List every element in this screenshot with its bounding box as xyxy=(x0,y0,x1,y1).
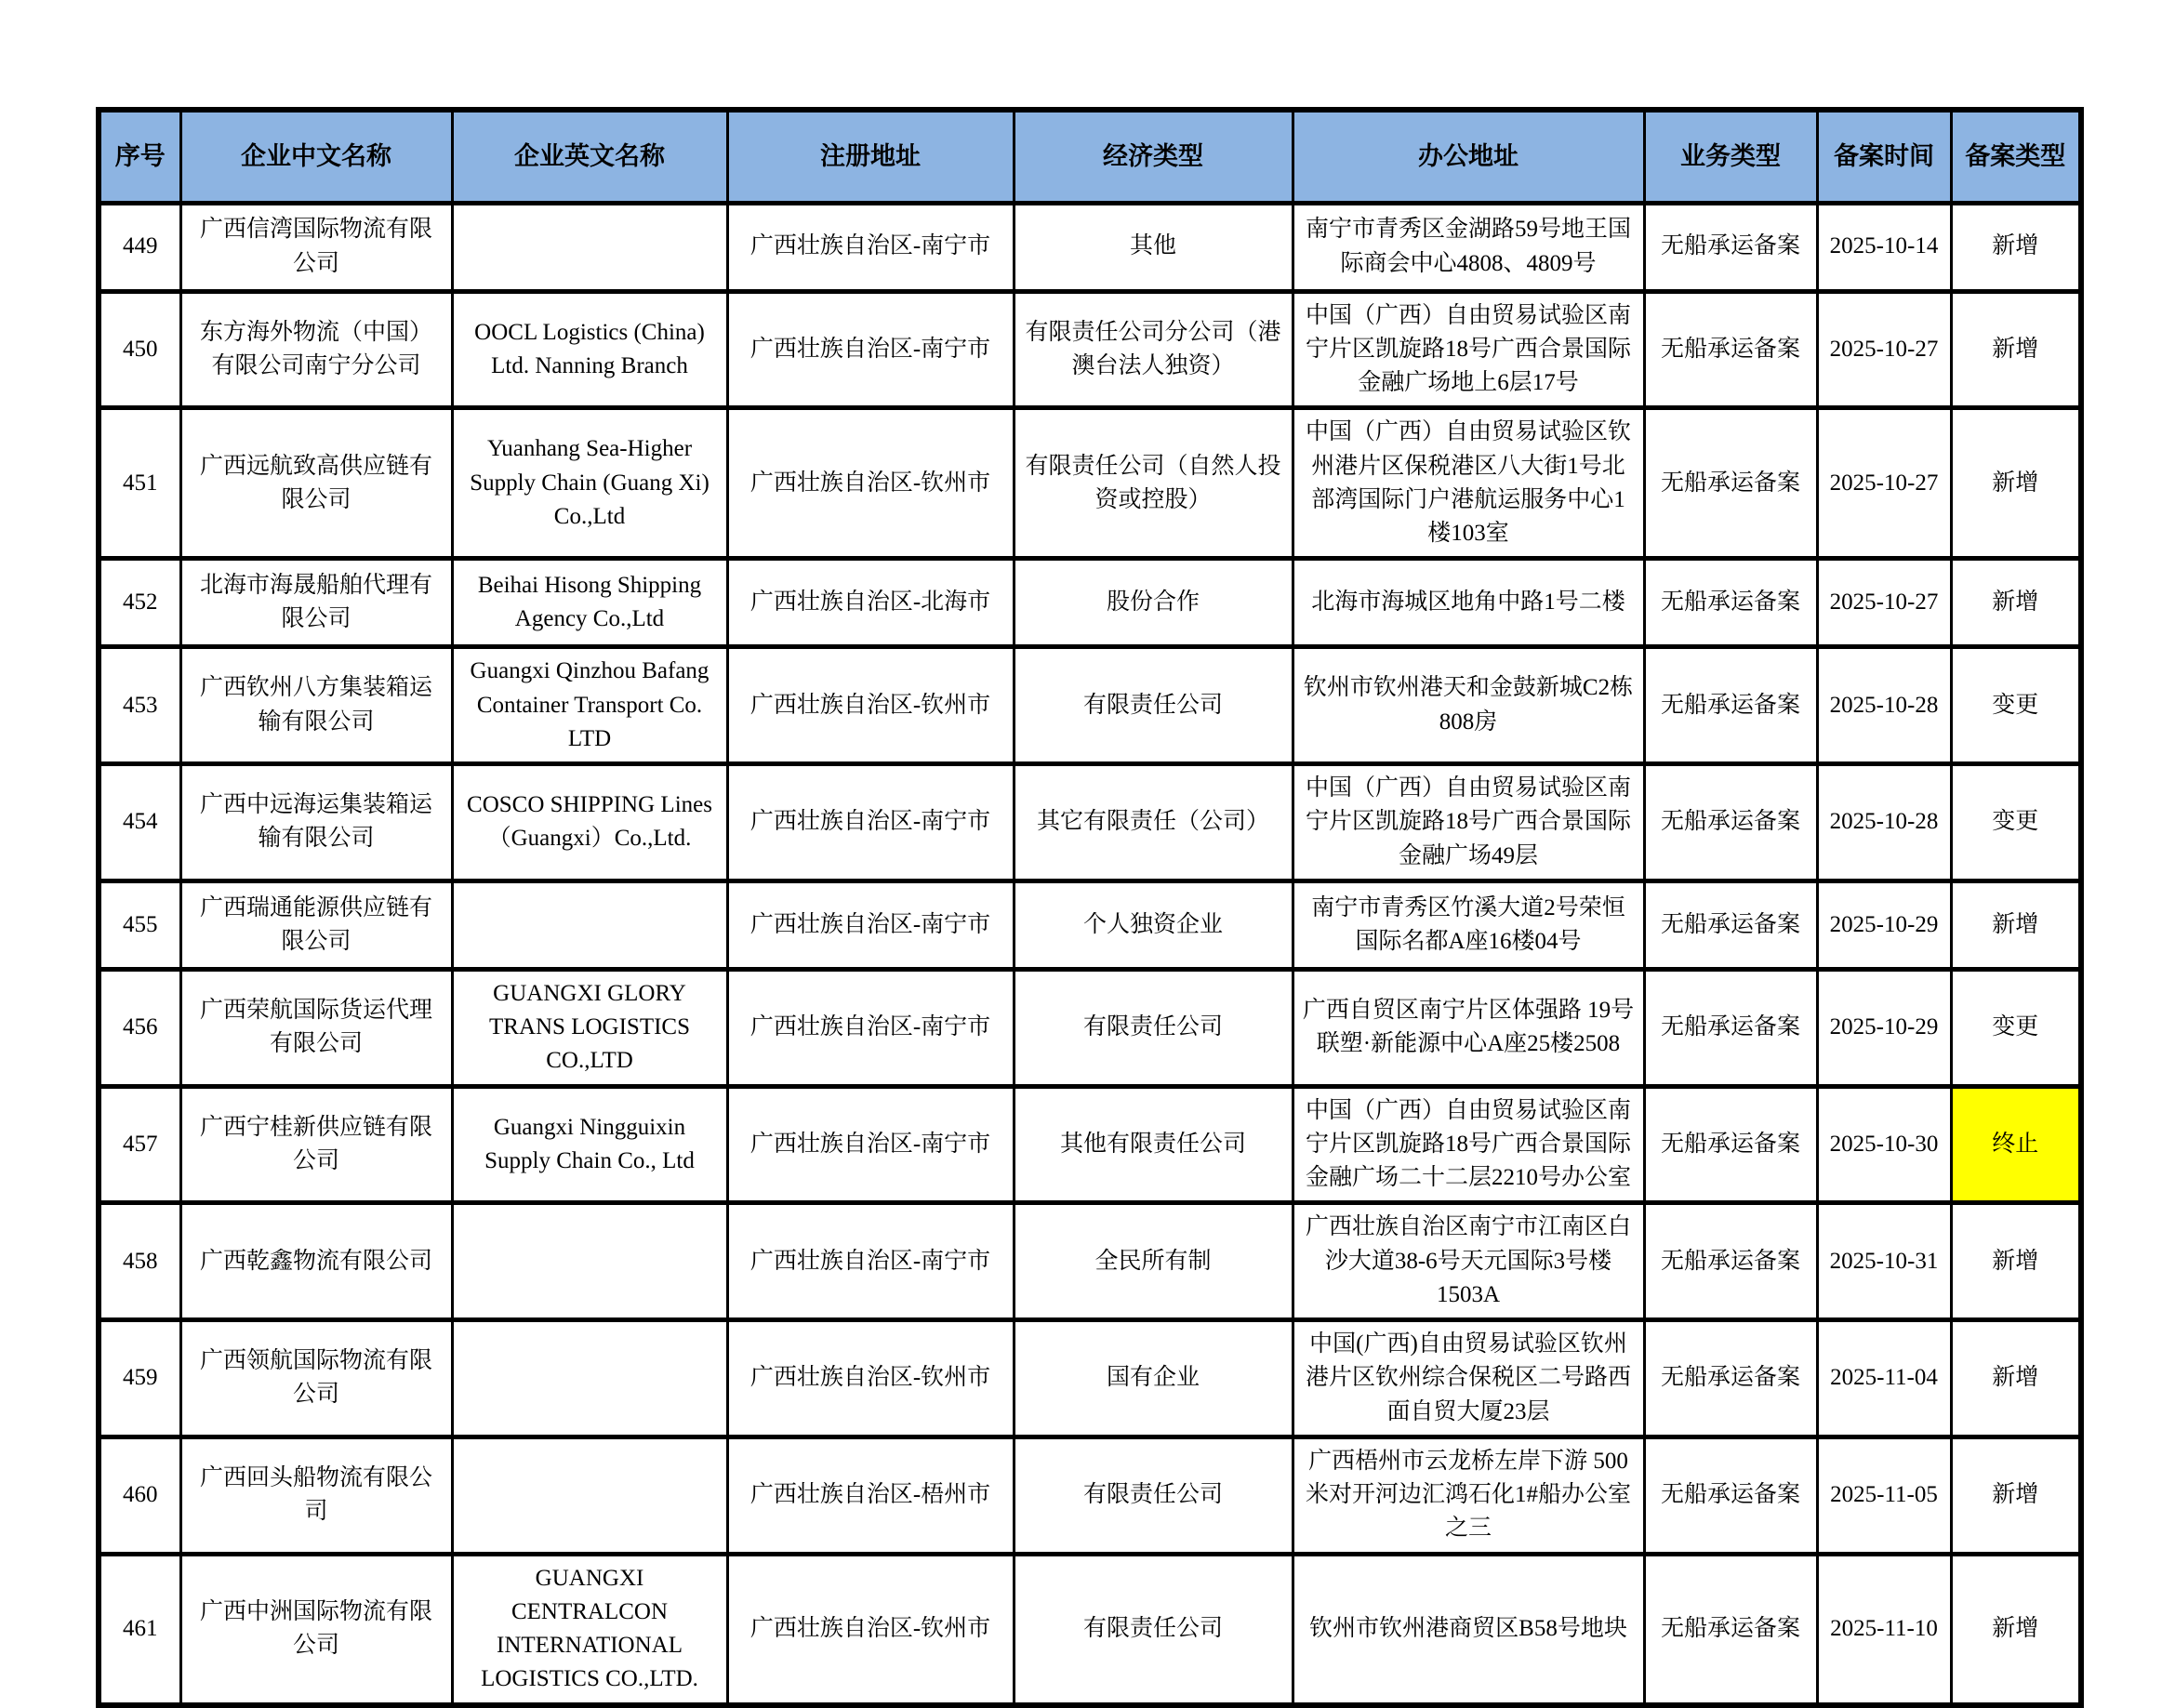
table-row xyxy=(99,408,2081,559)
cell-reg: 广西壮族自治区-南宁市 xyxy=(727,1086,1014,1203)
cell-econ: 有限责任公司 xyxy=(1014,1437,1293,1554)
cell-en: Guangxi Ningguixin Supply Chain Co., Ltd xyxy=(452,1086,727,1203)
cell-biz: 无船承运备案 xyxy=(1644,1320,1817,1437)
cell-office: 钦州市钦州港商贸区B58号地块 xyxy=(1293,1554,1644,1705)
cell-type: 变更 xyxy=(1951,647,2081,764)
cell-type: 新增 xyxy=(1951,291,2081,408)
cell-reg: 广西壮族自治区-南宁市 xyxy=(727,969,1014,1086)
cell-office: 广西梧州市云龙桥左岸下游 500米对开河边汇鸿石化1#船办公室之三 xyxy=(1293,1437,1644,1554)
table-body xyxy=(99,203,2081,1705)
cell-date: 2025-10-14 xyxy=(1817,203,1951,291)
cell-type-highlighted: 终止 xyxy=(1951,1086,2081,1203)
cell-cn: 广西中洲国际物流有限公司 xyxy=(180,1554,452,1705)
cell-cn: 广西回头船物流有限公司 xyxy=(180,1437,452,1554)
cell-cn: 广西信湾国际物流有限公司 xyxy=(180,203,452,291)
cell-cn: 广西远航致高供应链有限公司 xyxy=(180,408,452,559)
cell-type: 新增 xyxy=(1951,203,2081,291)
cell-date: 2025-11-04 xyxy=(1817,1320,1951,1437)
cell-en: Yuanhang Sea-Higher Supply Chain (Guang Xi) Co.,Ltd xyxy=(452,408,727,559)
cell-en xyxy=(452,1320,727,1437)
cell-office: 北海市海城区地角中路1号二楼 xyxy=(1293,559,1644,647)
cell-type: 新增 xyxy=(1951,408,2081,559)
cell-type: 变更 xyxy=(1951,969,2081,1086)
column-header-type: 备案类型 xyxy=(1951,110,2081,203)
column-header-cn: 企业中文名称 xyxy=(180,110,452,203)
cell-office: 广西自贸区南宁片区体强路 19号联塑·新能源中心A座25楼2508 xyxy=(1293,969,1644,1086)
cell-no: 458 xyxy=(99,1203,180,1320)
column-header-biz: 业务类型 xyxy=(1644,110,1817,203)
company-filing-table xyxy=(96,107,2084,1708)
cell-reg: 广西壮族自治区-钦州市 xyxy=(727,1554,1014,1705)
cell-en xyxy=(452,880,727,969)
cell-biz: 无船承运备案 xyxy=(1644,1086,1817,1203)
column-header-office: 办公地址 xyxy=(1293,110,1644,203)
cell-biz: 无船承运备案 xyxy=(1644,1437,1817,1554)
cell-type: 变更 xyxy=(1951,764,2081,881)
cell-no: 460 xyxy=(99,1437,180,1554)
cell-type: 新增 xyxy=(1951,1203,2081,1320)
cell-biz: 无船承运备案 xyxy=(1644,203,1817,291)
table-row xyxy=(99,1086,2081,1203)
cell-reg: 广西壮族自治区-南宁市 xyxy=(727,880,1014,969)
cell-biz: 无船承运备案 xyxy=(1644,647,1817,764)
cell-date: 2025-10-27 xyxy=(1817,408,1951,559)
table-row xyxy=(99,203,2081,291)
cell-date: 2025-10-28 xyxy=(1817,764,1951,881)
cell-reg: 广西壮族自治区-钦州市 xyxy=(727,1320,1014,1437)
cell-biz: 无船承运备案 xyxy=(1644,1203,1817,1320)
cell-date: 2025-10-28 xyxy=(1817,647,1951,764)
cell-cn: 北海市海晟船舶代理有限公司 xyxy=(180,559,452,647)
cell-econ: 个人独资企业 xyxy=(1014,880,1293,969)
table-row xyxy=(99,969,2081,1086)
cell-office: 钦州市钦州港天和金鼓新城C2栋808房 xyxy=(1293,647,1644,764)
cell-date: 2025-11-05 xyxy=(1817,1437,1951,1554)
cell-date: 2025-10-31 xyxy=(1817,1203,1951,1320)
cell-no: 455 xyxy=(99,880,180,969)
cell-econ: 股份合作 xyxy=(1014,559,1293,647)
column-header-date: 备案时间 xyxy=(1817,110,1951,203)
cell-date: 2025-10-29 xyxy=(1817,880,1951,969)
column-header-econ: 经济类型 xyxy=(1014,110,1293,203)
cell-office: 广西壮族自治区南宁市江南区白沙大道38-6号天元国际3号楼1503A xyxy=(1293,1203,1644,1320)
cell-reg: 广西壮族自治区-钦州市 xyxy=(727,408,1014,559)
cell-cn: 广西乾鑫物流有限公司 xyxy=(180,1203,452,1320)
cell-en: OOCL Logistics (China) Ltd. Nanning Branch xyxy=(452,291,727,408)
cell-econ: 国有企业 xyxy=(1014,1320,1293,1437)
cell-no: 452 xyxy=(99,559,180,647)
cell-cn: 广西钦州八方集装箱运输有限公司 xyxy=(180,647,452,764)
cell-cn: 东方海外物流（中国）有限公司南宁分公司 xyxy=(180,291,452,408)
cell-office: 中国（广西）自由贸易试验区钦州港片区保税港区八大街1号北部湾国际门户港航运服务中心1楼103室 xyxy=(1293,408,1644,559)
column-header-en: 企业英文名称 xyxy=(452,110,727,203)
column-header-reg: 注册地址 xyxy=(727,110,1014,203)
table-row xyxy=(99,1554,2081,1705)
cell-no: 449 xyxy=(99,203,180,291)
cell-econ: 有限责任公司分公司（港澳台法人独资） xyxy=(1014,291,1293,408)
cell-en: COSCO SHIPPING Lines （Guangxi）Co.,Ltd. xyxy=(452,764,727,881)
cell-en: Beihai Hisong Shipping Agency Co.,Ltd xyxy=(452,559,727,647)
cell-no: 459 xyxy=(99,1320,180,1437)
cell-type: 新增 xyxy=(1951,559,2081,647)
table-row xyxy=(99,291,2081,408)
table-row xyxy=(99,1320,2081,1437)
cell-biz: 无船承运备案 xyxy=(1644,408,1817,559)
cell-biz: 无船承运备案 xyxy=(1644,291,1817,408)
cell-biz: 无船承运备案 xyxy=(1644,880,1817,969)
cell-cn: 广西宁桂新供应链有限公司 xyxy=(180,1086,452,1203)
cell-en: GUANGXI CENTRALCON INTERNATIONAL LOGISTICS CO.,LTD. xyxy=(452,1554,727,1705)
table-row xyxy=(99,880,2081,969)
cell-no: 451 xyxy=(99,408,180,559)
cell-no: 453 xyxy=(99,647,180,764)
cell-reg: 广西壮族自治区-南宁市 xyxy=(727,291,1014,408)
cell-en: GUANGXI GLORY TRANS LOGISTICS CO.,LTD xyxy=(452,969,727,1086)
cell-office: 南宁市青秀区竹溪大道2号荣恒国际名都A座16楼04号 xyxy=(1293,880,1644,969)
cell-en: Guangxi Qinzhou Bafang Container Transport Co. LTD xyxy=(452,647,727,764)
cell-type: 新增 xyxy=(1951,1320,2081,1437)
table-row xyxy=(99,559,2081,647)
cell-cn: 广西瑞通能源供应链有限公司 xyxy=(180,880,452,969)
cell-en xyxy=(452,1437,727,1554)
table-row xyxy=(99,1437,2081,1554)
cell-econ: 有限责任公司 xyxy=(1014,1554,1293,1705)
cell-office: 南宁市青秀区金湖路59号地王国际商会中心4808、4809号 xyxy=(1293,203,1644,291)
cell-biz: 无船承运备案 xyxy=(1644,1554,1817,1705)
cell-reg: 广西壮族自治区-北海市 xyxy=(727,559,1014,647)
cell-no: 457 xyxy=(99,1086,180,1203)
cell-type: 新增 xyxy=(1951,880,2081,969)
cell-econ: 有限责任公司（自然人投资或控股） xyxy=(1014,408,1293,559)
cell-reg: 广西壮族自治区-南宁市 xyxy=(727,764,1014,881)
cell-cn: 广西领航国际物流有限公司 xyxy=(180,1320,452,1437)
cell-econ: 有限责任公司 xyxy=(1014,647,1293,764)
cell-office: 中国（广西）自由贸易试验区南宁片区凯旋路18号广西合景国际金融广场二十二层2210号办公室 xyxy=(1293,1086,1644,1203)
cell-office: 中国(广西)自由贸易试验区钦州港片区钦州综合保税区二号路西面自贸大厦23层 xyxy=(1293,1320,1644,1437)
cell-biz: 无船承运备案 xyxy=(1644,559,1817,647)
table-header xyxy=(99,110,2081,203)
cell-en xyxy=(452,1203,727,1320)
cell-en xyxy=(452,203,727,291)
cell-type: 新增 xyxy=(1951,1554,2081,1705)
cell-econ: 全民所有制 xyxy=(1014,1203,1293,1320)
cell-biz: 无船承运备案 xyxy=(1644,764,1817,881)
cell-office: 中国（广西）自由贸易试验区南宁片区凯旋路18号广西合景国际金融广场49层 xyxy=(1293,764,1644,881)
table-row xyxy=(99,764,2081,881)
cell-biz: 无船承运备案 xyxy=(1644,969,1817,1086)
cell-date: 2025-10-30 xyxy=(1817,1086,1951,1203)
cell-office: 中国（广西）自由贸易试验区南宁片区凯旋路18号广西合景国际金融广场地上6层17号 xyxy=(1293,291,1644,408)
cell-cn: 广西中远海运集装箱运输有限公司 xyxy=(180,764,452,881)
cell-no: 456 xyxy=(99,969,180,1086)
header-row xyxy=(99,110,2081,203)
table-row xyxy=(99,647,2081,764)
cell-econ: 有限责任公司 xyxy=(1014,969,1293,1086)
cell-econ: 其他有限责任公司 xyxy=(1014,1086,1293,1203)
cell-econ: 其他 xyxy=(1014,203,1293,291)
cell-no: 461 xyxy=(99,1554,180,1705)
column-header-no: 序号 xyxy=(99,110,180,203)
cell-cn: 广西荣航国际货运代理有限公司 xyxy=(180,969,452,1086)
table-row xyxy=(99,1203,2081,1320)
cell-reg: 广西壮族自治区-南宁市 xyxy=(727,1203,1014,1320)
cell-type: 新增 xyxy=(1951,1437,2081,1554)
cell-reg: 广西壮族自治区-南宁市 xyxy=(727,203,1014,291)
cell-date: 2025-10-27 xyxy=(1817,291,1951,408)
cell-no: 454 xyxy=(99,764,180,881)
cell-reg: 广西壮族自治区-钦州市 xyxy=(727,647,1014,764)
cell-date: 2025-10-29 xyxy=(1817,969,1951,1086)
cell-date: 2025-11-10 xyxy=(1817,1554,1951,1705)
cell-econ: 其它有限责任（公司） xyxy=(1014,764,1293,881)
cell-reg: 广西壮族自治区-梧州市 xyxy=(727,1437,1014,1554)
cell-no: 450 xyxy=(99,291,180,408)
cell-date: 2025-10-27 xyxy=(1817,559,1951,647)
